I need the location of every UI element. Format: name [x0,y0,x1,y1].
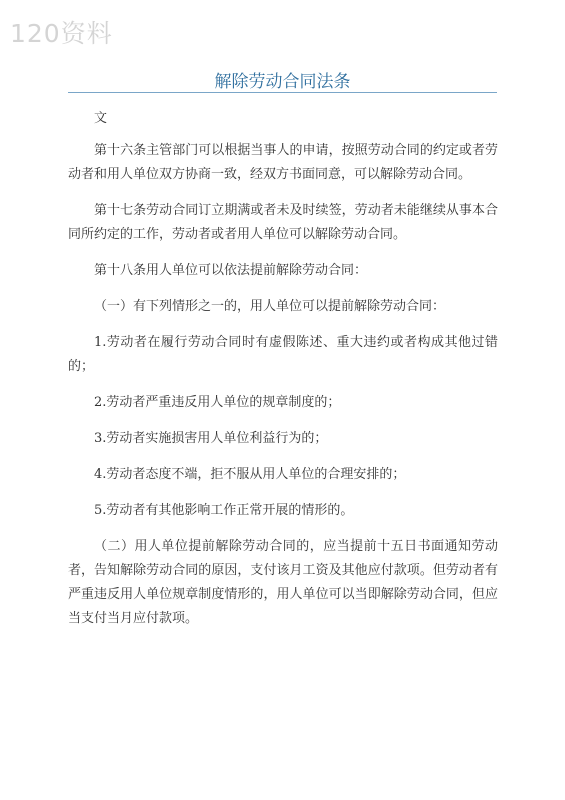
list-item-4: 4.劳动者态度不端，拒不服从用人单位的合理安排的； [94,467,406,482]
paragraph-clause-1: （一）有下列情形之一的，用人单位可以提前解除劳动合同： [94,299,446,314]
paragraph-intro: 文 [94,111,108,126]
list-item-3: 3.劳动者实施损害用人单位利益行为的； [94,431,328,446]
list-item-5: 5.劳动者有其他影响工作正常开展的情形的。 [94,503,354,518]
paragraph-clause-2: （二）用人单位提前解除劳动合同的，应当提前十五日书面通知劳动者，告知解除劳动合同的原因，支付该月工资及其他应付款项。但劳动者有严重违反用人单位规章制度情形的，用人单位可以当即解除劳动合同，但应当支付当月应付款项。 [68,539,498,626]
paragraph-article-16: 第十六条主管部门可以根据当事人的申请，按照劳动合同的约定或者劳动者和用人单位双方协商一致，经双方书面同意，可以解除劳动合同。 [68,143,498,182]
paragraph-article-17: 第十七条劳动合同订立期满或者未及时续签，劳动者未能继续从事本合同所约定的工作，劳动者或者用人单位可以解除劳动合同。 [68,203,498,242]
document-title: 解除劳动合同法条 [214,72,351,92]
watermark: 120资料 [10,19,113,48]
list-item-2: 2.劳动者严重违反用人单位的规章制度的； [94,395,341,410]
paragraph-article-18: 第十八条用人单位可以依法提前解除劳动合同： [94,263,368,278]
title-divider [68,92,497,93]
list-item-1: 1.劳动者在履行劳动合同时有虚假陈述、重大违约或者构成其他过错的； [68,335,498,374]
document-body [68,107,498,643]
